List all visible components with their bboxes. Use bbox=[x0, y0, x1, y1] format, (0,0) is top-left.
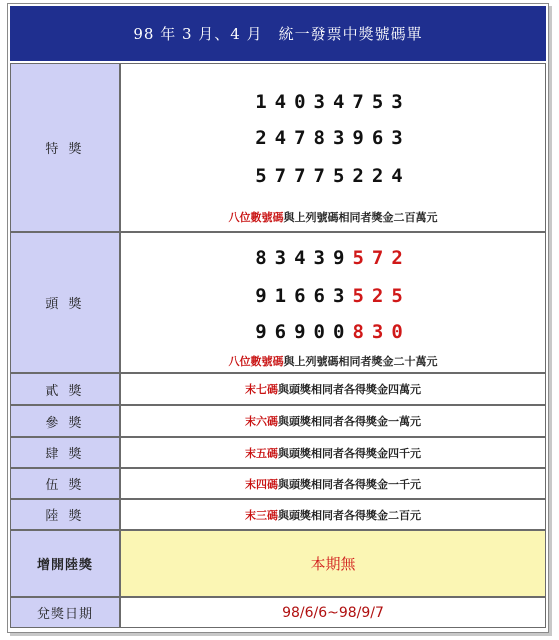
grand-number-1: 83439572 bbox=[255, 247, 411, 269]
fifth-prize-label: 伍 獎 bbox=[10, 468, 120, 499]
sixth-prize-rule: 末三碼 與頭獎相同者各得獎金二百元 bbox=[120, 499, 546, 530]
special-number-3: 57775224 bbox=[255, 165, 411, 187]
redeem-date-label: 兌獎日期 bbox=[10, 597, 120, 628]
fourth-prize-rule: 末五碼 與頭獎相同者各得獎金四千元 bbox=[120, 437, 546, 468]
grand-number-2: 91663525 bbox=[255, 285, 411, 307]
page-title: 98 年 3 月、4 月 統一發票中獎號碼單 bbox=[10, 6, 546, 61]
extra-sixth-prize-value: 本期無 bbox=[120, 530, 546, 597]
special-prize-label: 特 獎 bbox=[10, 63, 120, 232]
special-prize-note: 八位數號碼與上列號碼相同者獎金二百萬元 bbox=[228, 211, 438, 224]
third-prize-label: 參 獎 bbox=[10, 405, 120, 437]
third-prize-rule: 末六碼 與頭獎相同者各得獎金一萬元 bbox=[120, 405, 546, 437]
special-number-2: 24783963 bbox=[255, 127, 411, 149]
special-prize-numbers bbox=[120, 63, 546, 232]
sixth-prize-label: 陸 獎 bbox=[10, 499, 120, 530]
grand-prize-label: 頭 獎 bbox=[10, 232, 120, 373]
grand-prize-numbers bbox=[120, 232, 546, 373]
extra-sixth-prize-label: 增開陸獎 bbox=[10, 530, 120, 597]
second-prize-rule: 末七碼 與頭獎相同者各得獎金四萬元 bbox=[120, 373, 546, 405]
redeem-date-value: 98/6/6~98/9/7 bbox=[120, 597, 546, 628]
grand-prize-note: 八位數號碼與上列號碼相同者獎金二十萬元 bbox=[228, 355, 438, 368]
second-prize-label: 貳 獎 bbox=[10, 373, 120, 405]
grand-number-3: 96900830 bbox=[255, 321, 411, 343]
fifth-prize-rule: 末四碼 與頭獎相同者各得獎金一千元 bbox=[120, 468, 546, 499]
fourth-prize-label: 肆 獎 bbox=[10, 437, 120, 468]
special-number-1: 14034753 bbox=[255, 91, 411, 113]
